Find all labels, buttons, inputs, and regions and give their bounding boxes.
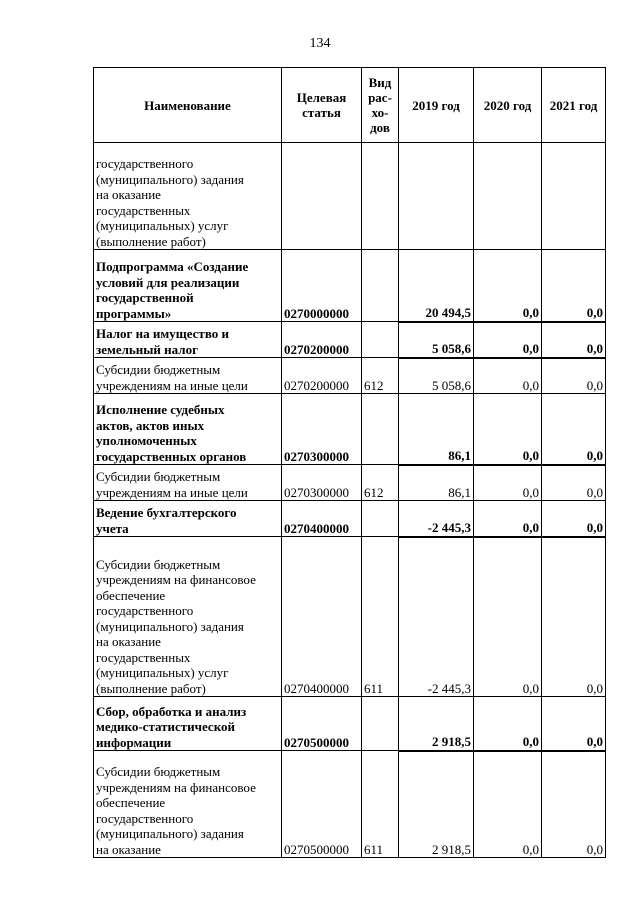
- header-expense-type: Вид рас- хо- дов: [362, 68, 399, 143]
- row-2021-value: 0,0: [542, 358, 606, 394]
- row-expense-type-cell: 612: [362, 465, 399, 501]
- table-row: [94, 250, 606, 322]
- row-target-article-cell: 0270400000: [282, 537, 362, 697]
- row-expense-type-cell: [362, 322, 399, 358]
- row-target-article-cell: 0270200000: [282, 322, 362, 358]
- page-number: 134: [309, 36, 331, 51]
- row-target-article-cell: 0270500000: [282, 697, 362, 751]
- row-name-cell: Субсидии бюджетным учреждениям на финансовое обеспечение государственного (муниципального) задания на оказание государственных (муниципальных) услуг (выполнение работ): [94, 537, 282, 697]
- row-2020-value: 0,0: [474, 537, 542, 697]
- row-2021-value: 0,0: [542, 465, 606, 501]
- table-row: [94, 322, 606, 358]
- row-2021-value: 0,0: [542, 394, 606, 465]
- row-name-cell: Субсидии бюджетным учреждениям на финансовое обеспечение государственного (муниципального) задания на оказание: [94, 751, 282, 858]
- row-2019-value: -2 445,3: [399, 537, 474, 697]
- row-2021-value: 0,0: [542, 250, 606, 322]
- budget-table: [93, 67, 606, 858]
- row-2020-value: [474, 143, 542, 250]
- row-target-article-cell: 0270300000: [282, 394, 362, 465]
- row-2020-value: 0,0: [474, 501, 542, 537]
- row-name-cell: Сбор, обработка и анализ медико-статистической информации: [94, 697, 282, 751]
- row-name-cell: Подпрограмма «Создание условий для реализации государственной программы»: [94, 250, 282, 322]
- row-expense-type-cell: [362, 697, 399, 751]
- table-row: [94, 751, 606, 858]
- table-row: [94, 394, 606, 465]
- table-row: [94, 143, 606, 250]
- row-2021-value: 0,0: [542, 751, 606, 858]
- table-header-row: [94, 68, 606, 143]
- row-expense-type-cell: 611: [362, 751, 399, 858]
- table-body: [94, 143, 606, 858]
- header-year-2021: 2021 год: [542, 68, 606, 143]
- row-expense-type-cell: [362, 394, 399, 465]
- row-2021-value: 0,0: [542, 537, 606, 697]
- row-2020-value: 0,0: [474, 250, 542, 322]
- row-target-article-cell: 0270500000: [282, 751, 362, 858]
- row-2019-value: -2 445,3: [399, 501, 474, 537]
- header-year-2020: 2020 год: [474, 68, 542, 143]
- row-name-cell: Субсидии бюджетным учреждениям на иные цели: [94, 358, 282, 394]
- row-expense-type-cell: 611: [362, 537, 399, 697]
- row-target-article-cell: 0270200000: [282, 358, 362, 394]
- header-target-article: Целевая статья: [282, 68, 362, 143]
- row-target-article-cell: [282, 143, 362, 250]
- row-2020-value: 0,0: [474, 697, 542, 751]
- row-target-article-cell: 0270400000: [282, 501, 362, 537]
- row-name-cell: Исполнение судебных актов, актов иных уполномоченных государственных органов: [94, 394, 282, 465]
- table-row: [94, 537, 606, 697]
- row-2019-value: 2 918,5: [399, 751, 474, 858]
- row-2019-value: 2 918,5: [399, 697, 474, 751]
- row-expense-type-cell: [362, 143, 399, 250]
- row-expense-type-cell: [362, 501, 399, 537]
- row-2019-value: 86,1: [399, 465, 474, 501]
- row-name-cell: Субсидии бюджетным учреждениям на иные цели: [94, 465, 282, 501]
- row-2021-value: 0,0: [542, 501, 606, 537]
- row-2019-value: [399, 143, 474, 250]
- row-target-article-cell: 0270000000: [282, 250, 362, 322]
- header-year-2019: 2019 год: [399, 68, 474, 143]
- row-name-cell: государственного (муниципального) задания на оказание государственных (муниципальных) услуг (выполнение работ): [94, 143, 282, 250]
- row-2019-value: 20 494,5: [399, 250, 474, 322]
- row-2020-value: 0,0: [474, 358, 542, 394]
- row-name-cell: Ведение бухгалтерского учета: [94, 501, 282, 537]
- row-2021-value: 0,0: [542, 697, 606, 751]
- table-row: [94, 358, 606, 394]
- row-name-cell: Налог на имущество и земельный налог: [94, 322, 282, 358]
- table-row: [94, 465, 606, 501]
- row-expense-type-cell: 612: [362, 358, 399, 394]
- header-name: Наименование: [94, 68, 282, 143]
- row-2021-value: 0,0: [542, 322, 606, 358]
- row-2021-value: [542, 143, 606, 250]
- row-2020-value: 0,0: [474, 394, 542, 465]
- row-2020-value: 0,0: [474, 322, 542, 358]
- row-2019-value: 5 058,6: [399, 322, 474, 358]
- row-target-article-cell: 0270300000: [282, 465, 362, 501]
- row-2020-value: 0,0: [474, 465, 542, 501]
- row-2020-value: 0,0: [474, 751, 542, 858]
- table-row: [94, 501, 606, 537]
- table-row: [94, 697, 606, 751]
- row-expense-type-cell: [362, 250, 399, 322]
- row-2019-value: 86,1: [399, 394, 474, 465]
- row-2019-value: 5 058,6: [399, 358, 474, 394]
